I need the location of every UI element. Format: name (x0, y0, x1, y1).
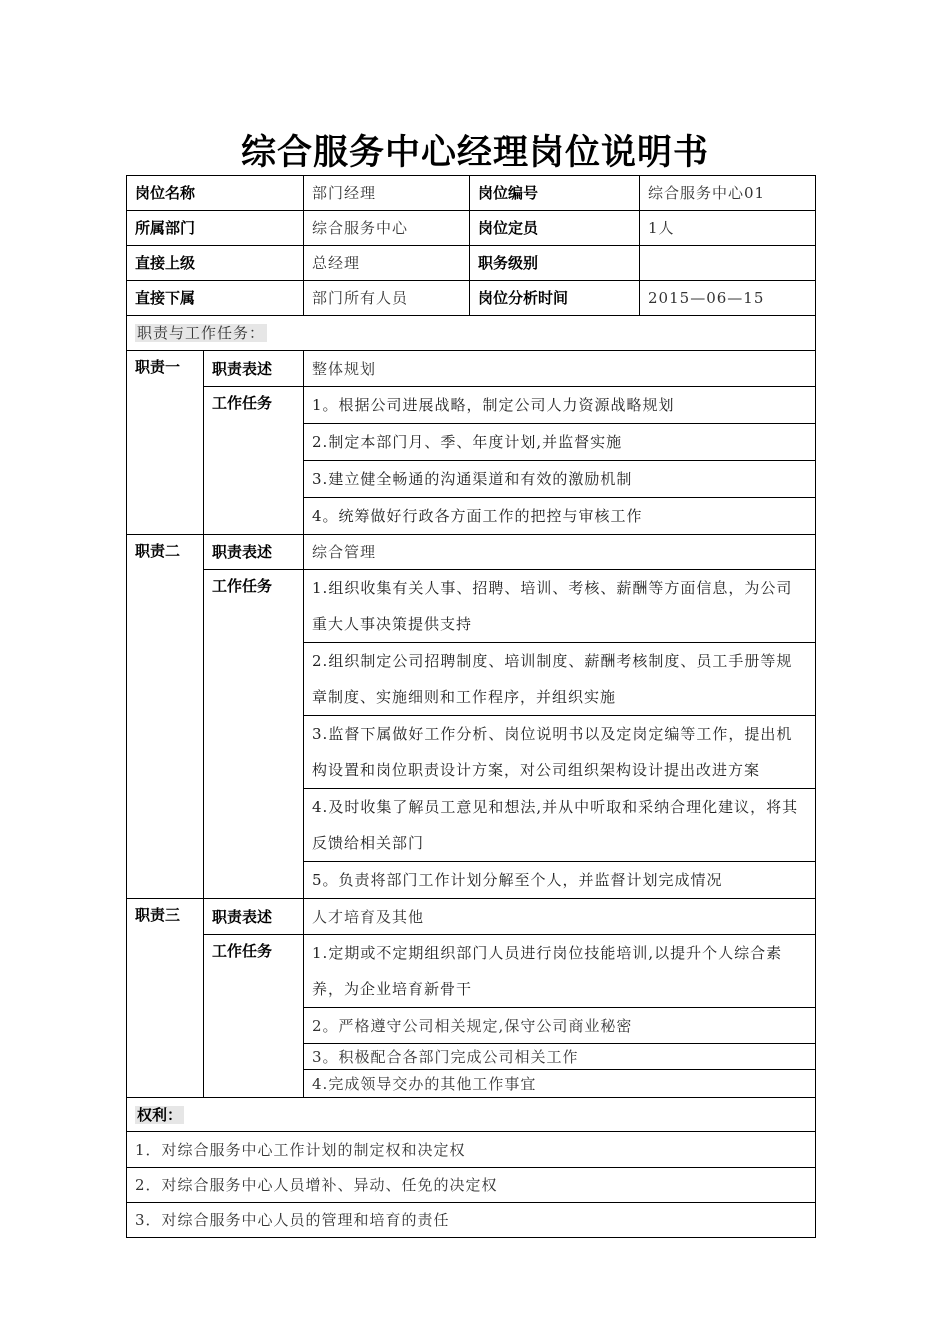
subordinate-value: 部门所有人员 (304, 281, 470, 316)
duty-2-task-row (127, 570, 816, 643)
analysis-time-value: 2015—06—15 (640, 281, 816, 316)
duty-3-desc-row (127, 899, 816, 935)
rights-row (127, 1203, 816, 1238)
rights-row (127, 1132, 816, 1168)
right-item-3: 3．对综合服务中心人员的管理和培育的责任 (127, 1203, 816, 1238)
headcount-label: 岗位定员 (470, 211, 640, 246)
superior-value: 总经理 (304, 246, 470, 281)
duty-1-name: 职责一 (127, 351, 204, 535)
duty-1-task-row (127, 387, 816, 424)
duty-3-task-1: 1.定期或不定期组织部门人员进行岗位技能培训,以提升个人综合素养，为企业培育新骨干 (304, 935, 816, 1008)
duties-header: 职责与工作任务： (137, 324, 266, 342)
duty-2-desc: 综合管理 (304, 535, 816, 570)
duties-header-row (127, 316, 816, 351)
duty-3-desc: 人才培育及其他 (304, 899, 816, 935)
document-title: 综合服务中心经理岗位说明书 (240, 132, 709, 173)
job-description-table (126, 175, 816, 1238)
duty-2-task-5: 5。负责将部门工作计划分解至个人，并监督计划完成情况 (304, 862, 816, 899)
position-name-value: 部门经理 (304, 176, 470, 211)
position-code-label: 岗位编号 (470, 176, 640, 211)
subordinate-label: 直接下属 (127, 281, 304, 316)
info-row-2 (127, 211, 816, 246)
right-item-2: 2．对综合服务中心人员增补、异动、任免的决定权 (127, 1168, 816, 1203)
grade-label: 职务级别 (470, 246, 640, 281)
duty-3-task-4: 4.完成领导交办的其他工作事宜 (304, 1070, 816, 1098)
duty-2-name: 职责二 (127, 535, 204, 899)
right-item-1: 1．对综合服务中心工作计划的制定权和决定权 (127, 1132, 816, 1168)
info-row-1 (127, 176, 816, 211)
info-row-4 (127, 281, 816, 316)
department-label: 所属部门 (127, 211, 304, 246)
duty-3-task-3: 3。积极配合各部门完成公司相关工作 (304, 1044, 816, 1070)
duty-2-task-1: 1.组织收集有关人事、招聘、培训、考核、薪酬等方面信息，为公司重大人事决策提供支持 (304, 570, 816, 643)
duty-2-task-3: 3.监督下属做好工作分析、岗位说明书以及定岗定编等工作，提出机构设置和岗位职责设计方案，对公司组织架构设计提出改进方案 (304, 716, 816, 789)
duty-1-desc: 整体规划 (304, 351, 816, 387)
duty-1-task-4: 4。统筹做好行政各方面工作的把控与审核工作 (304, 498, 816, 535)
duty-desc-label: 职责表述 (204, 535, 304, 570)
duty-1-task-2: 2.制定本部门月、季、年度计划,并监督实施 (304, 424, 816, 461)
headcount-value: 1人 (640, 211, 816, 246)
task-label: 工作任务 (204, 387, 304, 535)
position-name-label: 岗位名称 (127, 176, 304, 211)
duty-2-task-2: 2.组织制定公司招聘制度、培训制度、薪酬考核制度、员工手册等规章制度、实施细则和工作程序，并组织实施 (304, 643, 816, 716)
duty-desc-label: 职责表述 (204, 899, 304, 935)
rights-row (127, 1168, 816, 1203)
superior-label: 直接上级 (127, 246, 304, 281)
duty-2-desc-row (127, 535, 816, 570)
duty-3-name: 职责三 (127, 899, 204, 1098)
duty-desc-label: 职责表述 (204, 351, 304, 387)
duty-3-task-2: 2。严格遵守公司相关规定,保守公司商业秘密 (304, 1008, 816, 1044)
position-code-value: 综合服务中心01 (640, 176, 816, 211)
rights-header-row (127, 1098, 816, 1132)
duty-2-task-4: 4.及时收集了解员工意见和想法,并从中听取和采纳合理化建议，将其反馈给相关部门 (304, 789, 816, 862)
analysis-time-label: 岗位分析时间 (470, 281, 640, 316)
grade-value (640, 246, 816, 281)
duty-1-task-1: 1。根据公司进展战略，制定公司人力资源战略规划 (304, 387, 816, 424)
info-row-3 (127, 246, 816, 281)
duty-3-task-row (127, 935, 816, 1008)
task-label: 工作任务 (204, 570, 304, 899)
duty-1-task-3: 3.建立健全畅通的沟通渠道和有效的激励机制 (304, 461, 816, 498)
duty-1-desc-row (127, 351, 816, 387)
task-label: 工作任务 (204, 935, 304, 1098)
department-value: 综合服务中心 (304, 211, 470, 246)
rights-header: 权利： (137, 1105, 183, 1124)
